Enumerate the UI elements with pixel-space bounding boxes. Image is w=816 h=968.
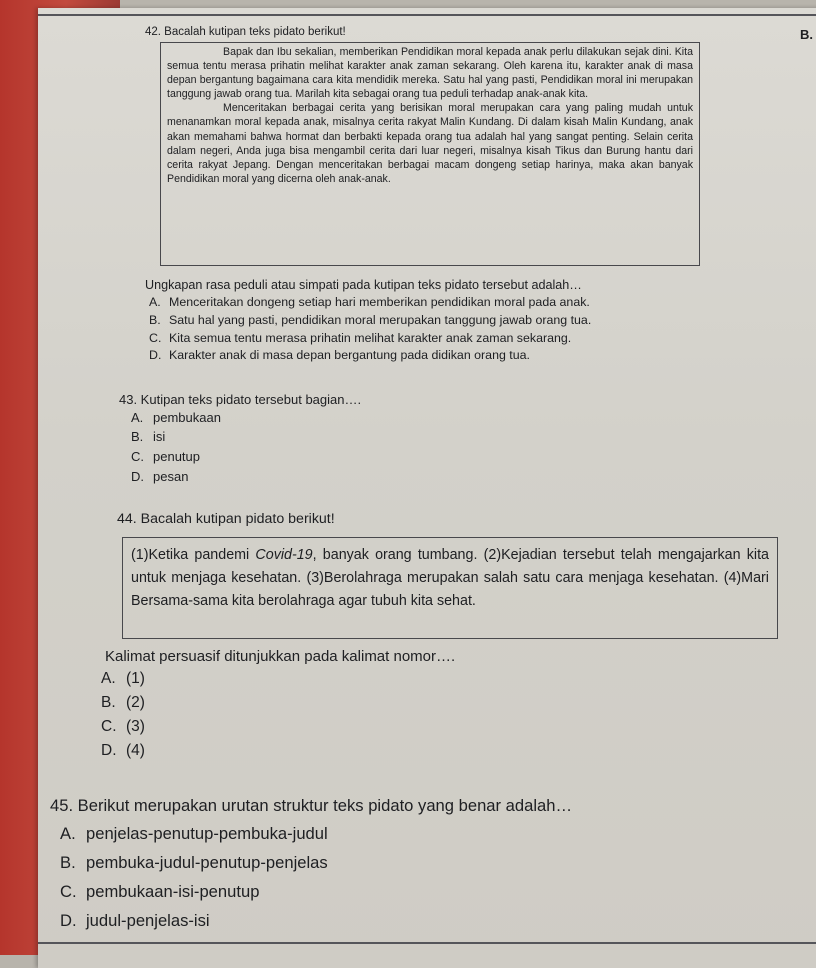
option-text: penutup — [153, 449, 200, 464]
option-text: isi — [153, 429, 166, 444]
q44-stem: 44. Bacalah kutipan pidato berikut! — [117, 511, 335, 527]
option-text: pembukaan-isi-penutup — [86, 882, 260, 901]
option-letter: D. — [131, 469, 144, 484]
q43-option-a[interactable] — [131, 410, 221, 425]
option-letter: C. — [149, 331, 162, 345]
option-text: penjelas-penutup-pembuka-judul — [86, 824, 328, 843]
option-text: Satu hal yang pasti, pendidikan moral merupakan tanggung jawab orang tua. — [169, 313, 592, 327]
option-letter: D. — [149, 348, 162, 362]
q44-italic-term: Covid-19 — [255, 547, 313, 563]
option-letter: A. — [101, 670, 116, 687]
option-text: judul-penjelas-isi — [86, 911, 210, 930]
q42-stem: 42. Bacalah kutipan teks pidato berikut! — [145, 26, 346, 38]
q45-option-a[interactable] — [60, 824, 328, 844]
q44-option-d[interactable] — [101, 742, 145, 760]
option-letter: B. — [149, 313, 161, 327]
option-letter: C. — [131, 449, 144, 464]
q42-option-a[interactable] — [149, 295, 590, 309]
q44-passage-rest: , banyak orang tumbang. (2)Kejadian tersebut telah mengajarkan kita untuk menjaga kesehatan. (3)Berolahraga merupakan salah satu cara menjaga kesehatan. (4)Mari Bersama-sama kita berolahraga agar tubuh kita sehat. — [131, 547, 769, 609]
option-letter: A. — [131, 410, 144, 425]
q45-option-b[interactable] — [60, 853, 328, 873]
q44-option-a[interactable] — [101, 670, 145, 688]
option-letter: D. — [60, 911, 77, 930]
q44-question: Kalimat persuasif ditunjukkan pada kalimat nomor…. — [105, 648, 456, 665]
q42-passage-box — [160, 42, 700, 266]
option-letter: B. — [60, 853, 76, 872]
option-letter: C. — [60, 882, 77, 901]
q42-option-d[interactable] — [149, 348, 530, 362]
option-text: (4) — [126, 742, 145, 759]
q43-stem: 43. Kutipan teks pidato tersebut bagian…. — [119, 392, 362, 407]
option-text: pembukaan — [153, 410, 221, 425]
q44-option-c[interactable] — [101, 718, 145, 736]
q44-passage-text — [131, 544, 769, 613]
option-letter: A. — [60, 824, 76, 843]
option-text: (1) — [126, 670, 145, 687]
q42-question: Ungkapan rasa peduli atau simpati pada kutipan teks pidato tersebut adalah… — [145, 278, 582, 292]
option-text: (3) — [126, 718, 145, 735]
q45-option-d[interactable] — [60, 911, 210, 931]
option-letter: B. — [101, 694, 116, 711]
q44-passage-box — [122, 537, 778, 639]
q43-option-c[interactable] — [131, 449, 200, 464]
top-rule — [38, 14, 816, 16]
q42-passage-paragraph-2: Menceritakan berbagai cerita yang berisikan moral merupakan cara yang paling mudah untuk menanamkan moral kepada anak, misalnya cerita rakyat Malin Kundang. Di dalam kisah Malin Kundang, anak akan memahami bahwa hormat dan berbakti kepada orang tua adalah hal yang sangat penting. Selain cerita dalam negeri, Anda juga bisa mengambil cerita dari luar negeri, misalnya kisah Tikus dan Burung hantu dari cerita rakyat Jepang. Dengan menceritakan berbagai macam dongeng setiap harinya, maka akan banyak Pendidikan moral yang dicerna oleh anak-anak. — [167, 102, 693, 185]
option-text: Menceritakan dongeng setiap hari memberikan pendidikan moral pada anak. — [169, 295, 590, 309]
option-text: pembuka-judul-penutup-penjelas — [86, 853, 328, 872]
q44-option-b[interactable] — [101, 694, 145, 712]
option-letter: A. — [149, 295, 161, 309]
q42-passage-paragraph-1: Bapak dan Ibu sekalian, memberikan Pendidikan moral kepada anak perlu dilakukan sejak dini. Kita semua tentu merasa prihatin melihat karakter anak zaman sekarang. Oleh karena itu, karakter anak di masa depan bergantung bagaimana cara kita mendidik mereka. Satu hal yang pasti, Pendidikan moral ini merupakan tanggung jawab orang tua. Marilah kita sebagai orang tua peduli terhadap anak-anak kita. — [167, 46, 693, 101]
side-label: B. — [800, 27, 813, 42]
q42-option-c[interactable] — [149, 331, 571, 345]
q43-option-d[interactable] — [131, 469, 188, 484]
q45-stem: 45. Berikut merupakan urutan struktur teks pidato yang benar adalah… — [50, 796, 573, 815]
q45-option-c[interactable] — [60, 882, 259, 902]
option-letter: B. — [131, 429, 144, 444]
option-letter: D. — [101, 742, 117, 759]
q44-sentence-1-start: (1)Ketika pandemi — [131, 547, 256, 563]
option-letter: C. — [101, 718, 117, 735]
bottom-rule — [38, 942, 816, 944]
option-text: Karakter anak di masa depan bergantung pada didikan orang tua. — [169, 348, 530, 362]
option-text: Kita semua tentu merasa prihatin melihat karakter anak zaman sekarang. — [169, 331, 572, 345]
option-text: pesan — [153, 469, 189, 484]
q42-option-b[interactable] — [149, 313, 591, 327]
option-text: (2) — [126, 694, 145, 711]
q43-option-b[interactable] — [131, 429, 165, 444]
